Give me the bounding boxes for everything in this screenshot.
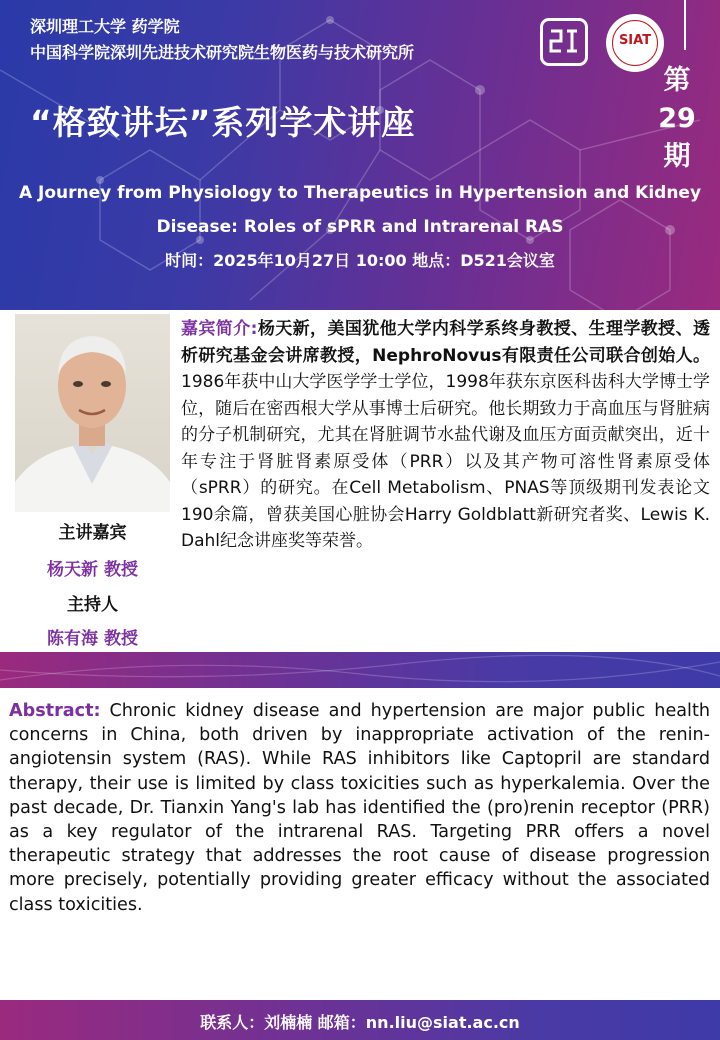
speaker-bio [181, 316, 710, 555]
issue-number [648, 62, 706, 176]
host-role-label: 主持人 [67, 595, 118, 615]
school-logo-icon [540, 18, 588, 66]
host-name: 陈有海 教授 [47, 629, 138, 649]
abstract [9, 699, 710, 917]
bio-label: 嘉宾简介: [181, 319, 258, 339]
abstract-label: Abstract: [9, 701, 101, 721]
decorative-band [0, 652, 720, 688]
siat-logo-text: SIAT [618, 33, 652, 48]
divider [684, 0, 686, 50]
time-location: 时间：2025年10月27日 10:00 地点：D521会议室 [165, 251, 555, 270]
issue-char: 29 [658, 103, 696, 134]
org-line-2: 中国科学院深圳先进技术研究院生物医药与技术研究所 [30, 43, 415, 62]
talk-title-line: Disease: Roles of sPRR and Intrarenal RAS [156, 217, 564, 237]
footer-bar [0, 1000, 720, 1040]
wave-pattern-icon [0, 652, 720, 688]
header-banner [0, 0, 720, 310]
series-title: “格致讲坛”系列学术讲座 [30, 103, 416, 142]
speaker-role-label: 主讲嘉宾 [58, 523, 127, 543]
contact-info: 联系人：刘楠楠 邮箱：nn.liu@siat.ac.cn [200, 1013, 520, 1032]
issue-char: 期 [663, 141, 691, 172]
speaker-photo [15, 314, 170, 512]
org-line-1: 深圳理工大学 药学院 [30, 17, 180, 36]
talk-title [10, 176, 710, 244]
bio-text: 1986年获中山大学医学学士学位，1998年获东京医科齿科大学博士学位，随后在密西根大学从事博士后研究。他长期致力于高血压与肾脏病的分子机制研究，尤其在肾脏调节水盐代谢及血压方面贡献突出，近十年专注于肾脏肾素原受体（PRR）以及其产物可溶性肾素原受体（sPRR）的研究。在Cell Metabolism、PNAS等顶级期刊发表论文190余篇，曾获美国心脏协会Harry Goldblatt新研究者奖、Lewis K. Dahl纪念讲座奖等荣誉。 [181, 372, 710, 551]
abstract-text: Chronic kidney disease and hypertension are major public health concerns in China, both driven by inappropriate activation of the renin-angiotensin system (RAS). While RAS inhibitors like Captopril are standard therapy, their use is limited by class toxicities such as hyperkalemia. Over the past decade, Dr. Tianxin Yang's lab has identified the (pro)renin receptor (PRR) as a key regulator of the intrarenal RAS. Targeting PRR offers a novel therapeutic strategy that addresses the root cause of disease progression more precisely, potentially providing greater efficacy without the associated class toxicities. [9, 701, 710, 915]
speaker-portrait-icon [15, 314, 170, 512]
talk-title-line: A Journey from Physiology to Therapeutics in Hypertension and Kidney [18, 183, 702, 203]
issue-char: 第 [663, 65, 691, 96]
bio-bold-intro: 杨天新，美国犹他大学内科学系终身教授、生理学教授、透析研究基金会讲席教授，NephroNovus有限责任公司联合创始人。 [181, 319, 710, 366]
speaker-name: 杨天新 教授 [47, 560, 138, 580]
